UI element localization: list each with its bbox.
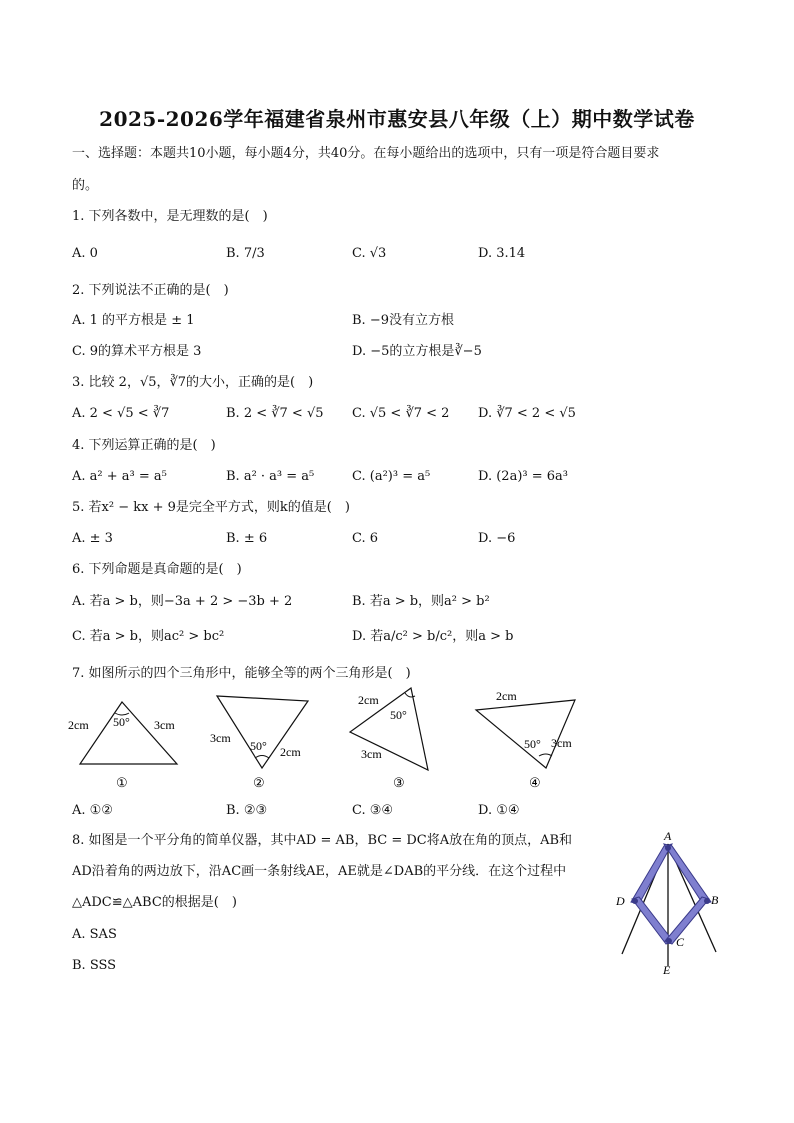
- q2-option-b[interactable]: B. −9没有立方根: [352, 313, 454, 328]
- question-7-stem: 7. 如图所示的四个三角形中，能够全等的两个三角形是( ): [72, 666, 411, 681]
- exam-title: 2025-2026学年福建省泉州市惠安县八年级（上）期中数学试卷: [99, 107, 695, 131]
- t3-number: ③: [393, 775, 405, 790]
- q8-option-a[interactable]: A. SAS: [72, 927, 117, 942]
- q3-option-a[interactable]: A. 2 < √5 < ∛7: [72, 406, 170, 421]
- q3-option-b[interactable]: B. 2 < ∛7 < √5: [226, 406, 324, 421]
- t2-left-side: 3cm: [210, 731, 231, 745]
- q2-option-d[interactable]: D. −5的立方根是∛−5: [352, 344, 482, 359]
- q6-option-d[interactable]: D. 若a/c² > b/c²，则a > b: [352, 629, 514, 644]
- point-e-label: E: [663, 963, 671, 977]
- q4-option-a[interactable]: A. a² + a³ = a⁵: [72, 469, 167, 484]
- angle-bisector-tool-figure: [612, 828, 724, 980]
- point-a-label: A: [664, 829, 672, 843]
- q5-option-c[interactable]: C. 6: [352, 531, 379, 546]
- t2-number: ②: [253, 775, 265, 790]
- triangle-2: [210, 696, 308, 790]
- t2-right-side: 2cm: [280, 745, 301, 759]
- question-8-stem-line1: 8. 如图是一个平分角的简单仪器，其中AD = AB，BC = DC将A放在角的顶点，AB和: [72, 833, 573, 848]
- t4-angle: 50°: [524, 737, 541, 751]
- q5-option-a[interactable]: A. ± 3: [72, 531, 113, 546]
- t2-angle: 50°: [250, 739, 267, 753]
- t4-right-side: 3cm: [551, 736, 572, 750]
- q7-option-d[interactable]: D. ①④: [478, 803, 520, 818]
- q1-option-b[interactable]: B. 7/3: [226, 246, 265, 261]
- question-6-stem: 6. 下列命题是真命题的是( ): [72, 562, 242, 577]
- q6-option-c[interactable]: C. 若a > b，则ac² > bc²: [72, 629, 225, 644]
- q2-option-c[interactable]: C. 9的算术平方根是 3: [72, 344, 202, 359]
- point-d-label: D: [616, 894, 625, 908]
- question-8-stem-line3: △ADC≌△ABC的根据是( ): [72, 895, 237, 910]
- t1-left-side: 2cm: [68, 718, 89, 732]
- t3-angle: 50°: [390, 708, 407, 722]
- q6-option-a[interactable]: A. 若a > b，则−3a + 2 > −3b + 2: [72, 594, 293, 609]
- t3-top-side: 2cm: [358, 693, 379, 707]
- t1-angle: 50°: [113, 715, 130, 729]
- question-2-stem: 2. 下列说法不正确的是( ): [72, 283, 229, 298]
- point-b-label: B: [711, 893, 719, 907]
- section-header-line1: 一、选择题：本题共10小题，每小题4分，共40分。在每小题给出的选项中，只有一项是符合题目要求: [72, 146, 660, 161]
- q3-option-d[interactable]: D. ∛7 < 2 < √5: [478, 406, 576, 421]
- q4-option-c[interactable]: C. (a²)³ = a⁵: [352, 469, 431, 484]
- t1-number: ①: [116, 775, 128, 790]
- triangle-3: [350, 688, 428, 790]
- q3-option-c[interactable]: C. √5 < ∛7 < 2: [352, 406, 450, 421]
- q4-option-b[interactable]: B. a² · a³ = a⁵: [226, 469, 315, 484]
- t4-number: ④: [529, 775, 541, 790]
- q1-option-d[interactable]: D. 3.14: [478, 246, 526, 261]
- q7-option-a[interactable]: A. ①②: [72, 803, 113, 818]
- q7-option-c[interactable]: C. ③④: [352, 803, 394, 818]
- t1-right-side: 3cm: [154, 718, 175, 732]
- q8-option-b[interactable]: B. SSS: [72, 958, 117, 973]
- question-4-stem: 4. 下列运算正确的是( ): [72, 438, 216, 453]
- question-3-stem: 3. 比较 2，√5，∛7的大小，正确的是( ): [72, 375, 314, 390]
- question-7-triangles-figure: [62, 682, 622, 794]
- q2-option-a[interactable]: A. 1 的平方根是 ± 1: [72, 313, 195, 328]
- q4-option-d[interactable]: D. (2a)³ = 6a³: [478, 469, 568, 484]
- triangle-4: [476, 689, 575, 790]
- q7-option-b[interactable]: B. ②③: [226, 803, 268, 818]
- q1-option-a[interactable]: A. 0: [72, 246, 98, 261]
- q6-option-b[interactable]: B. 若a > b，则a² > b²: [352, 594, 490, 609]
- point-c-label: C: [676, 935, 685, 949]
- triangle-1: [68, 702, 177, 790]
- q5-option-b[interactable]: B. ± 6: [226, 531, 268, 546]
- question-5-stem: 5. 若x² − kx + 9是完全平方式，则k的值是( ): [72, 500, 350, 515]
- question-1-stem: 1. 下列各数中，是无理数的是( ): [72, 209, 268, 224]
- question-8-stem-line2: AD沿着角的两边放下，沿AC画一条射线AE，AE就是∠DAB的平分线．在这个过程中: [72, 864, 567, 879]
- t4-top-side: 2cm: [496, 689, 517, 703]
- q5-option-d[interactable]: D. −6: [478, 531, 516, 546]
- q1-option-c[interactable]: C. √3: [352, 246, 387, 261]
- t3-bottom-side: 3cm: [361, 747, 382, 761]
- section-header-line2: 的。: [72, 178, 99, 193]
